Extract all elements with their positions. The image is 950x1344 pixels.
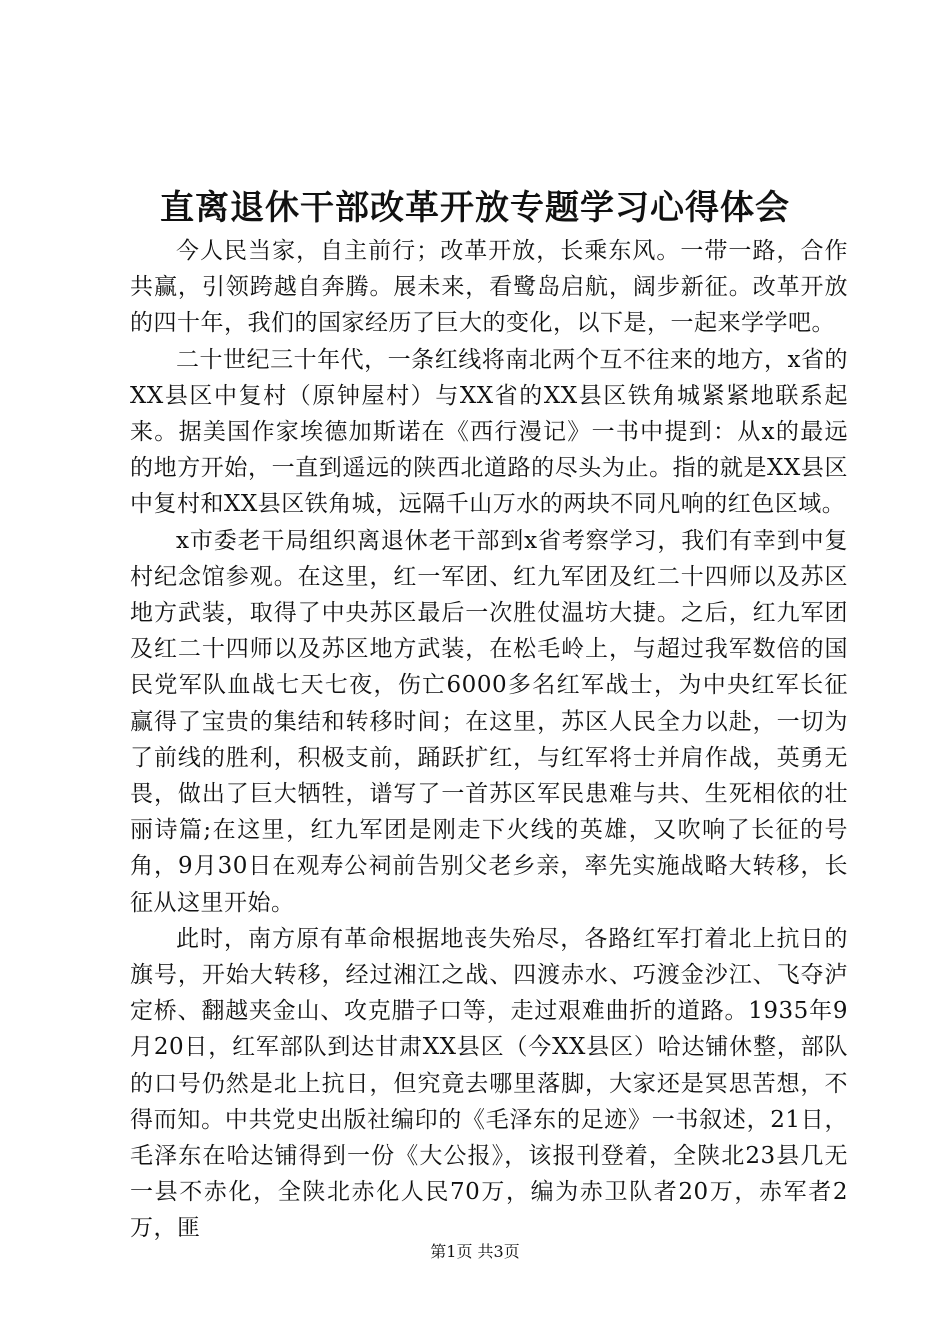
document-title: 直离退休干部改革开放专题学习心得体会 (160, 188, 790, 228)
paragraph: x市委老干局组织离退休老干部到x省考察学习，我们有幸到中复村纪念馆参观。在这里，红一军团、红九军团及红二十四师以及苏区地方武装，取得了中央苏区最后一次胜仗温坊大捷。之后，红九军团及红二十四师以及苏区地方武装，在松毛岭上，与超过我军数倍的国民党军队血战七天七夜，伤亡6000多名红军战士，为中央红军长征赢得了宝贵的集结和转移时间；在这里，苏区人民全力以赴，一切为了前线的胜利，积极支前，踊跃扩红，与红军将士并肩作战，英勇无畏，做出了巨大牺牲，谱写了一首苏区军民患难与共、生死相依的壮丽诗篇;在这里，红九军团是刚走下火线的英雄，又吹响了长征的号角，9月30日在观寿公祠前告别父老乡亲，率先实施战略大转移，长征从这里开始。 (130, 527, 848, 916)
paragraph: 二十世纪三十年代，一条红线将南北两个互不往来的地方，x省的XX县区中复村（原钟屋村）与XX省的XX县区铁角城紧紧地联系起来。据美国作家埃德加斯诺在《西行漫记》一书中提到：从x的最远的地方开始，一直到遥远的陕西北道路的尽头为止。指的就是XX县区中复村和XX县区铁角城，远隔千山万水的两块不同凡响的红色区域。 (130, 346, 848, 518)
page-number-footer: 第1页 共3页 (430, 1242, 520, 1261)
document-body (130, 233, 848, 1247)
paragraph: 今人民当家，自主前行；改革开放，长乘东风。一带一路，合作共赢，引领跨越自奔腾。展未来，看鹭岛启航，阔步新征。改革开放的四十年，我们的国家经历了巨大的变化，以下是，一起来学学吧。 (130, 238, 848, 337)
paragraph: 此时，南方原有革命根据地丧失殆尽，各路红军打着北上抗日的旗号，开始大转移，经过湘江之战、四渡赤水、巧渡金沙江、飞夺泸定桥、翻越夹金山、攻克腊子口等，走过艰难曲折的道路。1935年9月20日，红军部队到达甘肃XX县区（今XX县区）哈达铺休整，部队的口号仍然是北上抗日，但究竟去哪里落脚，大家还是冥思苦想，不得而知。中共党史出版社编印的《毛泽东的足迹》一书叙述，21日，毛泽东在哈达铺得到一份《大公报》，该报刊登着，全陕北23县几无一县不赤化，全陕北赤化人民70万，编为赤卫队者20万，赤军者2万，匪 (130, 925, 848, 1242)
